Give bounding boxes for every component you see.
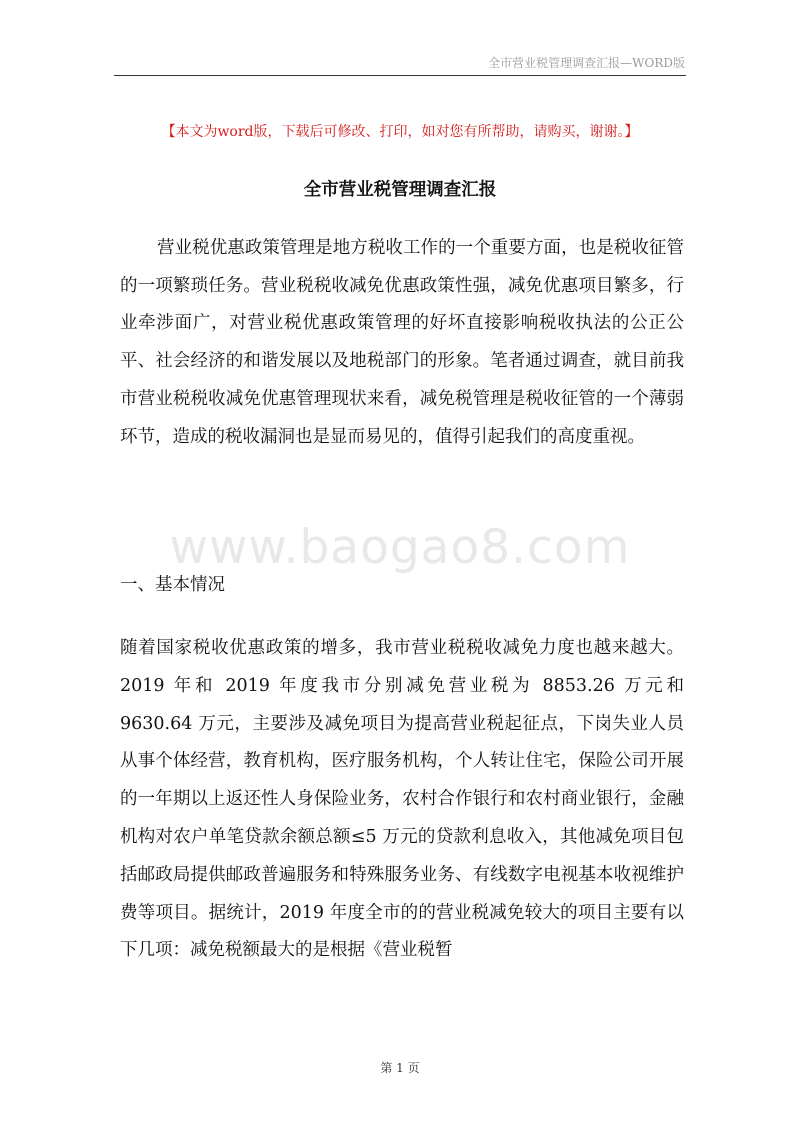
intro-paragraph: 营业税优惠政策管理是地方税收工作的一个重要方面，也是税收征管的一项繁琐任务。营业税税收减免优惠政策性强，减免优惠项目繁多，行业牵涉面广，对营业税优惠政策管理的好坏直接影响税收执法的公正公平、社会经济的和谐发展以及地税部门的形象。笔者通过调查，就目前我市营业税税收减免优惠管理现状来看，减免税管理是税收征管的一个薄弱环节，造成的税收漏洞也是显而易见的，值得引起我们的高度重视。 [120, 238, 684, 447]
site-watermark: www.baogao8.com [169, 520, 631, 575]
header-divider [114, 75, 686, 76]
document-title: 全市营业税管理调查汇报 [303, 180, 497, 200]
section-heading-basic-situation: 一、基本情况 [120, 575, 225, 595]
basic-situation-paragraph: 随着国家税收优惠政策的增多，我市营业税税收减免力度也越来越大。2019 年和 2019 年度我市分别减免营业税为 8853.26 万元和 9630.64 万元，主要涉及减免项目为提高营业税起征点，下岗失业人员从事个体经营，教育机构，医疗服务机构，个人转让住宅，保险公司开展的一年期以上返还性人身保险业务，农村合作银行和农村商业银行，金融机构对农户单笔贷款余额总额≤5 万元的贷款利息收入，其他减免项目包括邮政局提供邮政普遍服务和特殊服务业务、有线数字电视基本收视维护费等项目。据统计，2019 年度全市的的营业税减免较大的项目主要有以下几项：减免税额最大的是根据《营业税暂 [120, 638, 684, 961]
purchase-notice: 【本文为word版，下载后可修改、打印，如对您有所帮助，请购买，谢谢。】 [161, 124, 639, 140]
header-doc-label: 全市营业税管理调查汇报—WORD版 [488, 56, 685, 70]
page-number: 第 1 页 [380, 1061, 420, 1075]
